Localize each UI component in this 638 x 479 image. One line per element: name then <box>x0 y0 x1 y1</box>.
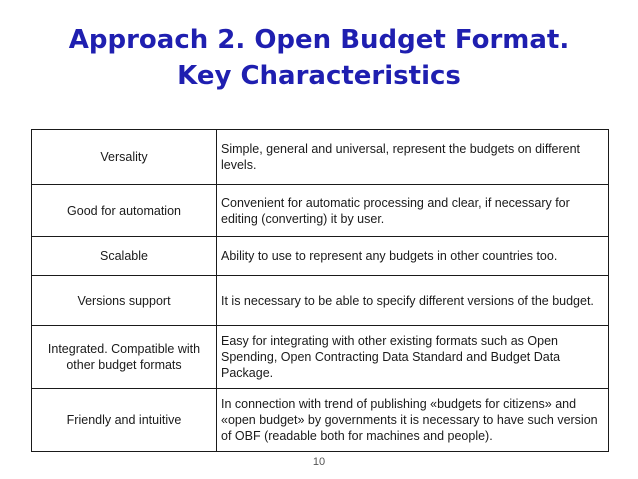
slide-title-line-2: Key Characteristics <box>177 61 461 91</box>
table-row <box>32 237 609 276</box>
table-row <box>32 276 609 326</box>
slide-title <box>0 22 638 94</box>
characteristic-description: Easy for integrating with other existing formats such as Open Spending, Open Contracting Data Standard and Budget Data Package. <box>217 326 609 389</box>
characteristic-description: Convenient for automatic processing and clear, if necessary for editing (converting) it by user. <box>217 185 609 237</box>
table-row <box>32 130 609 185</box>
table-row <box>32 326 609 389</box>
characteristic-description: Simple, general and universal, represent the budgets on different levels. <box>217 130 609 185</box>
table-row <box>32 389 609 452</box>
page-number: 10 <box>312 456 326 468</box>
characteristic-name: Friendly and intuitive <box>32 389 217 452</box>
characteristic-description: In connection with trend of publishing «budgets for citizens» and «open budget» by governments it is necessary to have such version of OBF (readable both for machines and people). <box>217 389 609 452</box>
characteristics-table <box>31 129 609 452</box>
characteristic-name: Versality <box>32 130 217 185</box>
characteristic-name: Scalable <box>32 237 217 276</box>
slide-title-line-1: Approach 2. Open Budget Format. <box>68 25 570 55</box>
table-row <box>32 185 609 237</box>
characteristic-name: Good for automation <box>32 185 217 237</box>
characteristic-name: Versions support <box>32 276 217 326</box>
characteristic-description: It is necessary to be able to specify different versions of the budget. <box>217 276 609 326</box>
characteristic-description: Ability to use to represent any budgets in other countries too. <box>217 237 609 276</box>
characteristic-name: Integrated. Compatible with other budget formats <box>32 326 217 389</box>
